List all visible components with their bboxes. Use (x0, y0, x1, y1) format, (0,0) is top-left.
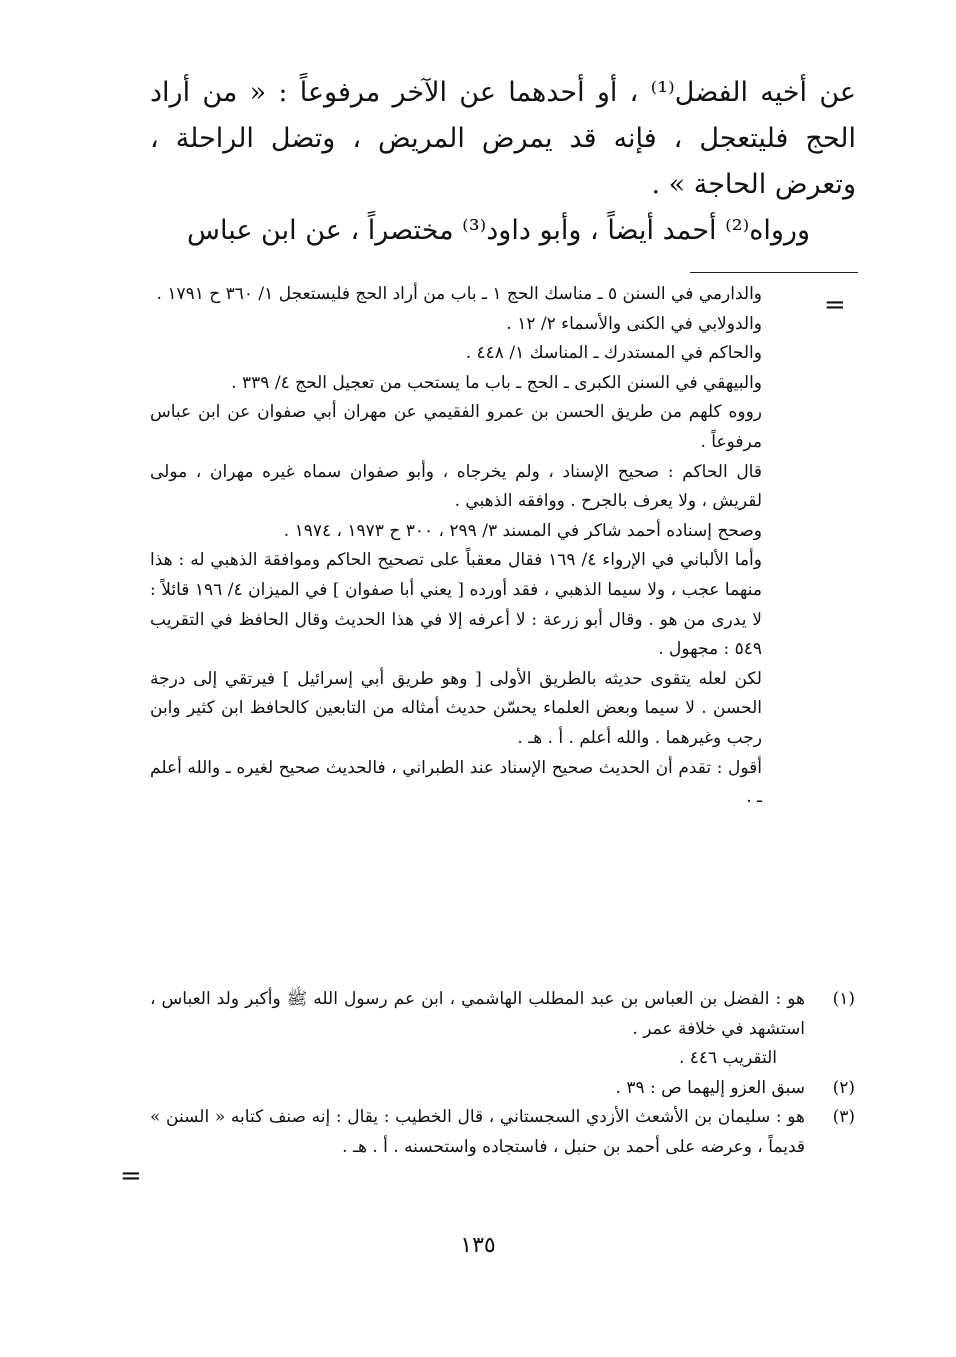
note-paragraph: رووه كلهم من طريق الحسن بن عمرو الفقيمي عن مهران أبي صفوان عن ابن عباس مرفوعاً . (150, 402, 762, 452)
note-paragraph: والبيهقي في السنن الكبرى ـ الحج ـ باب ما يستحب من تعجيل الحج ٤/ ٣٣٩ . (231, 372, 762, 393)
footnote-text: التقريب ٤٤٦ . (678, 1048, 777, 1069)
footnote-number: (١) (832, 989, 855, 1009)
footnotes (150, 985, 855, 1163)
note-paragraph: أقول : تقدم أن الحديث صحيح الإسناد عند الطبراني ، فالحديث صحيح لغيره ـ والله أعلم ـ . (150, 757, 762, 808)
note-paragraph: وأما الألباني في الإرواء ٤/ ١٦٩ فقال معقباً على تصحيح الحاكم وموافقة الذهبي له : هذا منهما عجب ، ولا سيما الذهبي ، فقد أورده [ يعني أبا صفوان ] في الميزان ٤/ ١٩٦ قائلاً : لا يدرى من هو . وقال أبو زرعة : لا أعرفه إلا في هذا الحديث وقال الحافظ في التقريب ٥٤٩ : مجهول . (150, 550, 763, 660)
note-paragraph: والدولابي في الكنى والأسماء ٢/ ١٢ . (506, 313, 762, 334)
footnote-item (150, 1074, 855, 1104)
footnote-separator (690, 272, 858, 273)
continuation-marker: = (120, 1161, 142, 1191)
footnote-number: (٢) (832, 1077, 855, 1098)
note-paragraph: والدارمي في السنن ٥ ـ مناسك الحج ١ ـ باب من أراد الحج فليستعجل ١/ ٣٦٠ ح ١٧٩١ . (156, 284, 762, 304)
continuation-marker: = (824, 290, 846, 320)
footnote-item (150, 1103, 855, 1162)
footnote-text: هو : سليمان بن الأشعث الأزدي السجستاني ، قال الخطيب : يقال : إنه صنف كتابه « السنن » قديماً ، وعرضه على أحمد بن حنبل ، فاستجاده واستحسنه . أ . هـ . (150, 1107, 805, 1157)
main-text (150, 70, 856, 254)
continued-footnote (150, 280, 790, 813)
page-number: ١٣٥ (460, 1233, 496, 1258)
footnote-text: هو : الفضل بن العباس بن عبد المطلب الهاشمي ، ابن عم رسول الله ﷺ وأكبر ولد العباس ، استشهد في خلافة عمر . (150, 989, 805, 1039)
footnote-item (150, 985, 855, 1074)
note-paragraph: لكن لعله يتقوى حديثه بالطريق الأولى [ وهو طريق أبي إسرائيل ] فيرتقي إلى درجة الحسن . لا سيما وبعض العلماء يحسّن حديث أمثاله من التابعين كالحافظ ابن كثير وابن رجب وغيرهما . والله أعلم . أ . هـ . (150, 668, 762, 748)
footnote-text: سبق العزو إليهما ص : ٣٩ . (615, 1077, 805, 1098)
note-paragraph: والحاكم في المستدرك ـ المناسك ١/ ٤٤٨ . (465, 343, 762, 364)
note-paragraph: قال الحاكم : صحيح الإسناد ، ولم يخرجاه ، وأبو صفوان سماه غيره مهران ، مولى لقريش ، ولا يعرف بالجرح . ووافقه الذهبي . (150, 461, 762, 512)
footnote-number: (٣) (832, 1107, 855, 1128)
note-paragraph: وصحح إسناده أحمد شاكر في المسند ٣/ ٢٩٩ ، ٣٠٠ ح ١٩٧٣ ، ١٩٧٤ . (283, 520, 762, 541)
main-paragraph: عن أخيه الفضل⁽¹⁾ ، أو أحدهما عن الآخر مرفوعاً : « من أراد الحج فليتعجل ، فإنه قد يمرض المريض ، وتضل الراحلة ، وتعرض الحاجة » . (150, 77, 856, 200)
main-paragraph: ورواه⁽²⁾ أحمد أيضاً ، وأبو داود⁽³⁾ مختصراً ، عن ابن عباس (187, 215, 810, 246)
